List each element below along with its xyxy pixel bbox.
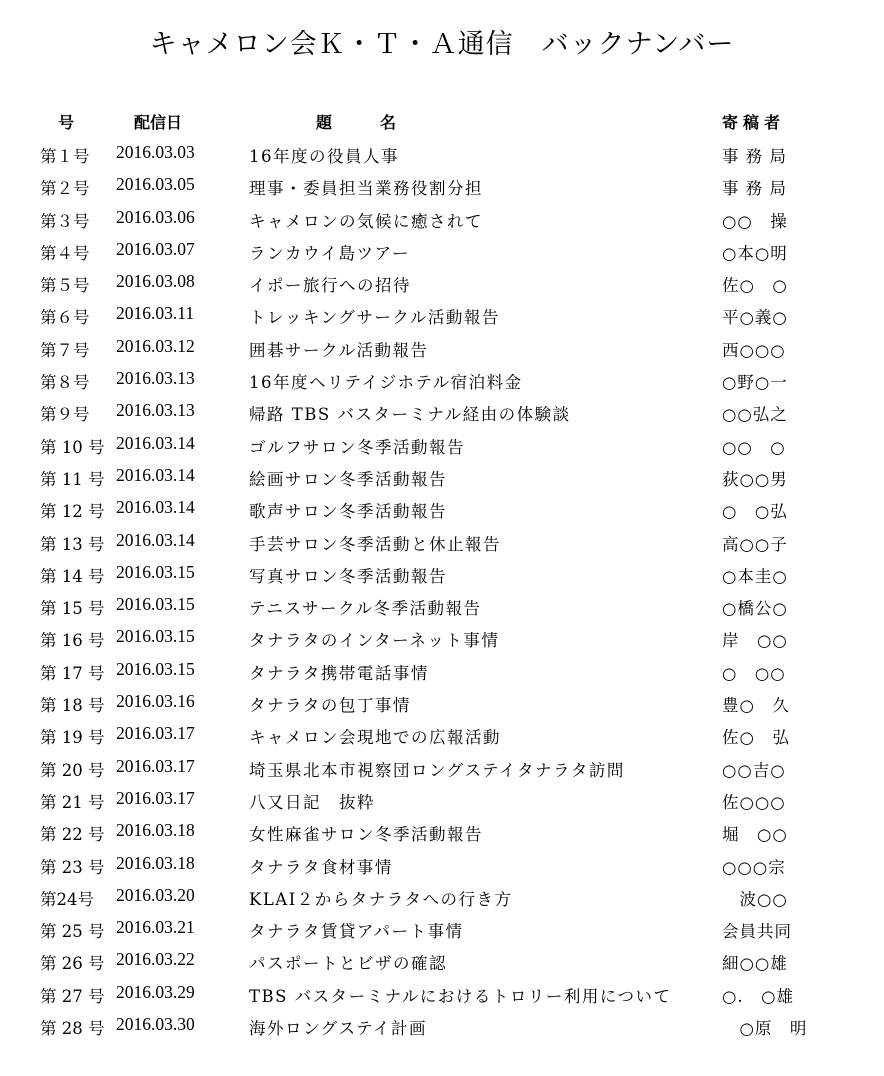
issue-author: ○本圭○ <box>722 566 788 586</box>
issue-date: 2016.03.20 <box>116 884 195 905</box>
issue-title: 写真サロン冬季活動報告 <box>249 566 447 586</box>
issue-number: 第９号 <box>40 405 90 425</box>
table-row <box>0 755 884 787</box>
table-row <box>0 464 884 496</box>
issue-title: 理事・委員担当業務役割分担 <box>249 179 483 199</box>
table-row <box>0 529 884 561</box>
issue-title: タナラタの包丁事情 <box>249 696 411 716</box>
issue-title: タナラタ携帯電話事情 <box>249 663 429 683</box>
issue-author: 堀 ○○ <box>722 825 788 845</box>
issue-author: ○ ○弘 <box>722 502 788 522</box>
table-row <box>0 141 884 173</box>
issue-date: 2016.03.13 <box>116 400 195 421</box>
issue-number: 第 23 号 <box>40 857 105 877</box>
issue-number: 第 27 号 <box>40 986 105 1006</box>
table-row <box>0 884 884 916</box>
issue-number: 第２号 <box>40 179 90 199</box>
issue-title: 埼玉県北本市視察団ロングステイタナラタ訪問 <box>249 760 625 780</box>
issue-author: ○. ○雄 <box>722 986 795 1006</box>
backnumber-list <box>0 141 884 1045</box>
issue-date: 2016.03.07 <box>116 238 195 259</box>
issue-title: テニスサークル冬季活動報告 <box>249 599 482 619</box>
issue-title: イポー旅行への招待 <box>249 276 411 296</box>
issue-date: 2016.03.29 <box>116 981 195 1002</box>
issue-date: 2016.03.22 <box>116 949 195 970</box>
issue-title: 八又日記 抜粋 <box>249 792 375 812</box>
issue-title: 16年度ヘリテイジホテル宿泊料金 <box>249 373 523 393</box>
table-header <box>0 110 884 132</box>
issue-number: 第 10 号 <box>40 437 105 457</box>
issue-date: 2016.03.17 <box>116 755 195 776</box>
issue-author: 岸 ○○ <box>722 631 788 651</box>
issue-number: 第 14 号 <box>40 566 105 586</box>
issue-date: 2016.03.15 <box>116 626 195 647</box>
issue-author: ○本○明 <box>722 243 788 263</box>
table-row <box>0 238 884 270</box>
issue-title: ランカウイ島ツアー <box>249 243 411 263</box>
table-row <box>0 625 884 657</box>
table-row <box>0 1013 884 1045</box>
issue-title: タナラタ賃貸アパート事情 <box>249 922 464 942</box>
issue-title: TBS バスターミナルにおけるトロリー利用について <box>249 986 672 1006</box>
issue-date: 2016.03.14 <box>116 497 195 518</box>
issue-author: 荻○○男 <box>722 469 788 489</box>
issue-title: キャメロン会現地での広報活動 <box>249 728 501 748</box>
issue-number: 第 21 号 <box>40 792 105 812</box>
issue-title: パスポートとビザの確認 <box>249 954 447 974</box>
issue-date: 2016.03.18 <box>116 820 195 841</box>
issue-date: 2016.03.14 <box>116 529 195 550</box>
table-row <box>0 658 884 690</box>
issue-number: 第 28 号 <box>40 1019 105 1039</box>
issue-date: 2016.03.15 <box>116 658 195 679</box>
issue-number: 第 13 号 <box>40 534 105 554</box>
issue-title: 絵画サロン冬季活動報告 <box>249 469 447 489</box>
table-row <box>0 948 884 980</box>
issue-title: 女性麻雀サロン冬季活動報告 <box>249 825 483 845</box>
issue-date: 2016.03.16 <box>116 691 195 712</box>
issue-date: 2016.03.11 <box>116 303 195 324</box>
header-number: 号 <box>58 113 75 132</box>
issue-title: 16年度の役員人事 <box>249 147 399 166</box>
issue-number: 第１号 <box>40 147 90 166</box>
table-row <box>0 981 884 1013</box>
table-row <box>0 722 884 754</box>
issue-number: 第５号 <box>40 276 90 296</box>
issue-title: ゴルフサロン冬季活動報告 <box>249 437 465 457</box>
issue-author: 佐○ ○ <box>722 276 788 296</box>
issue-date: 2016.03.17 <box>116 723 195 744</box>
table-row <box>0 270 884 302</box>
issue-number: 第24号 <box>40 889 94 909</box>
table-row <box>0 173 884 205</box>
header-date: 配信日 <box>134 113 183 132</box>
issue-number: 第 20 号 <box>40 760 105 780</box>
issue-author: ○原 明 <box>722 1019 808 1039</box>
issue-date: 2016.03.15 <box>116 561 195 582</box>
issue-number: 第 19 号 <box>40 728 105 748</box>
issue-date: 2016.03.14 <box>116 464 195 485</box>
issue-author: 平○義○ <box>722 308 788 328</box>
issue-author: ○○吉○ <box>722 760 786 780</box>
issue-author: ○○○宗 <box>722 857 786 877</box>
table-row <box>0 496 884 528</box>
issue-date: 2016.03.21 <box>116 917 195 938</box>
issue-date: 2016.03.17 <box>116 787 195 808</box>
issue-number: 第 26 号 <box>40 954 105 974</box>
issue-number: 第３号 <box>40 211 90 231</box>
issue-title: KLAI２からタナラタへの行き方 <box>249 889 513 909</box>
issue-number: 第６号 <box>40 308 90 328</box>
issue-author: ○○ ○ <box>722 437 786 457</box>
issue-author: 高○○子 <box>722 534 788 554</box>
issue-author: 西○○○ <box>722 340 786 360</box>
issue-title: タナラタのインターネット事情 <box>249 631 500 651</box>
table-row <box>0 690 884 722</box>
issue-title: 手芸サロン冬季活動と休止報告 <box>249 534 501 554</box>
issue-title: 帰路 TBS バスターミナル経由の体験談 <box>249 405 571 425</box>
issue-number: 第 22 号 <box>40 825 105 845</box>
table-row <box>0 916 884 948</box>
table-row <box>0 593 884 625</box>
issue-author: ○○弘之 <box>722 405 788 425</box>
issue-date: 2016.03.13 <box>116 368 195 389</box>
issue-author: 細○○雄 <box>722 954 788 974</box>
table-row <box>0 367 884 399</box>
issue-number: 第 25 号 <box>40 922 105 942</box>
issue-author: 豊○ 久 <box>722 696 790 716</box>
issue-author: ○ ○○ <box>722 663 786 683</box>
issue-date: 2016.03.14 <box>116 432 195 453</box>
table-row <box>0 432 884 464</box>
issue-date: 2016.03.06 <box>116 206 195 227</box>
issue-number: 第 15 号 <box>40 599 105 619</box>
issue-title: 海外ロングステイ計画 <box>249 1019 428 1039</box>
issue-date: 2016.03.15 <box>116 594 195 615</box>
table-row <box>0 561 884 593</box>
issue-number: 第 18 号 <box>40 696 105 716</box>
issue-author: ○橋公○ <box>722 599 788 619</box>
issue-author: ○○ 操 <box>722 211 788 231</box>
issue-number: 第 17 号 <box>40 663 105 683</box>
issue-title: トレッキングサークル活動報告 <box>249 308 500 328</box>
issue-author: 事 務 局 <box>722 179 787 199</box>
table-row <box>0 335 884 367</box>
issue-date: 2016.03.12 <box>116 335 195 356</box>
issue-date: 2016.03.30 <box>116 1014 195 1035</box>
issue-date: 2016.03.18 <box>116 852 195 873</box>
table-row <box>0 852 884 884</box>
issue-date: 2016.03.08 <box>116 271 195 292</box>
issue-number: 第 16 号 <box>40 631 105 651</box>
table-row <box>0 787 884 819</box>
issue-author: 会員共同 <box>722 922 792 942</box>
table-row <box>0 819 884 851</box>
issue-author: ○野○一 <box>722 373 788 393</box>
table-row <box>0 399 884 431</box>
header-author: 寄稿者 <box>722 113 786 132</box>
issue-author: 波○○ <box>722 889 788 909</box>
issue-title: タナラタ食材事情 <box>249 857 393 877</box>
issue-title: 歌声サロン冬季活動報告 <box>249 502 447 522</box>
table-row <box>0 302 884 334</box>
table-row <box>0 206 884 238</box>
page-title: キャメロン会Ｋ・Ｔ・Ａ通信 バックナンバー <box>149 29 735 60</box>
issue-number: 第 12 号 <box>40 502 105 522</box>
issue-number: 第７号 <box>40 340 90 360</box>
issue-author: 佐○○○ <box>722 792 786 812</box>
issue-number: 第８号 <box>40 373 90 393</box>
issue-author: 佐○ 弘 <box>722 728 790 748</box>
issue-title: 囲碁サークル活動報告 <box>249 340 429 360</box>
issue-title: キャメロンの気候に癒されて <box>249 211 483 231</box>
issue-number: 第４号 <box>40 243 90 263</box>
issue-date: 2016.03.05 <box>116 174 195 195</box>
issue-number: 第 11 号 <box>40 469 105 489</box>
issue-date: 2016.03.03 <box>116 142 195 162</box>
issue-author: 事 務 局 <box>722 147 787 166</box>
header-title: 題名 <box>316 113 445 132</box>
